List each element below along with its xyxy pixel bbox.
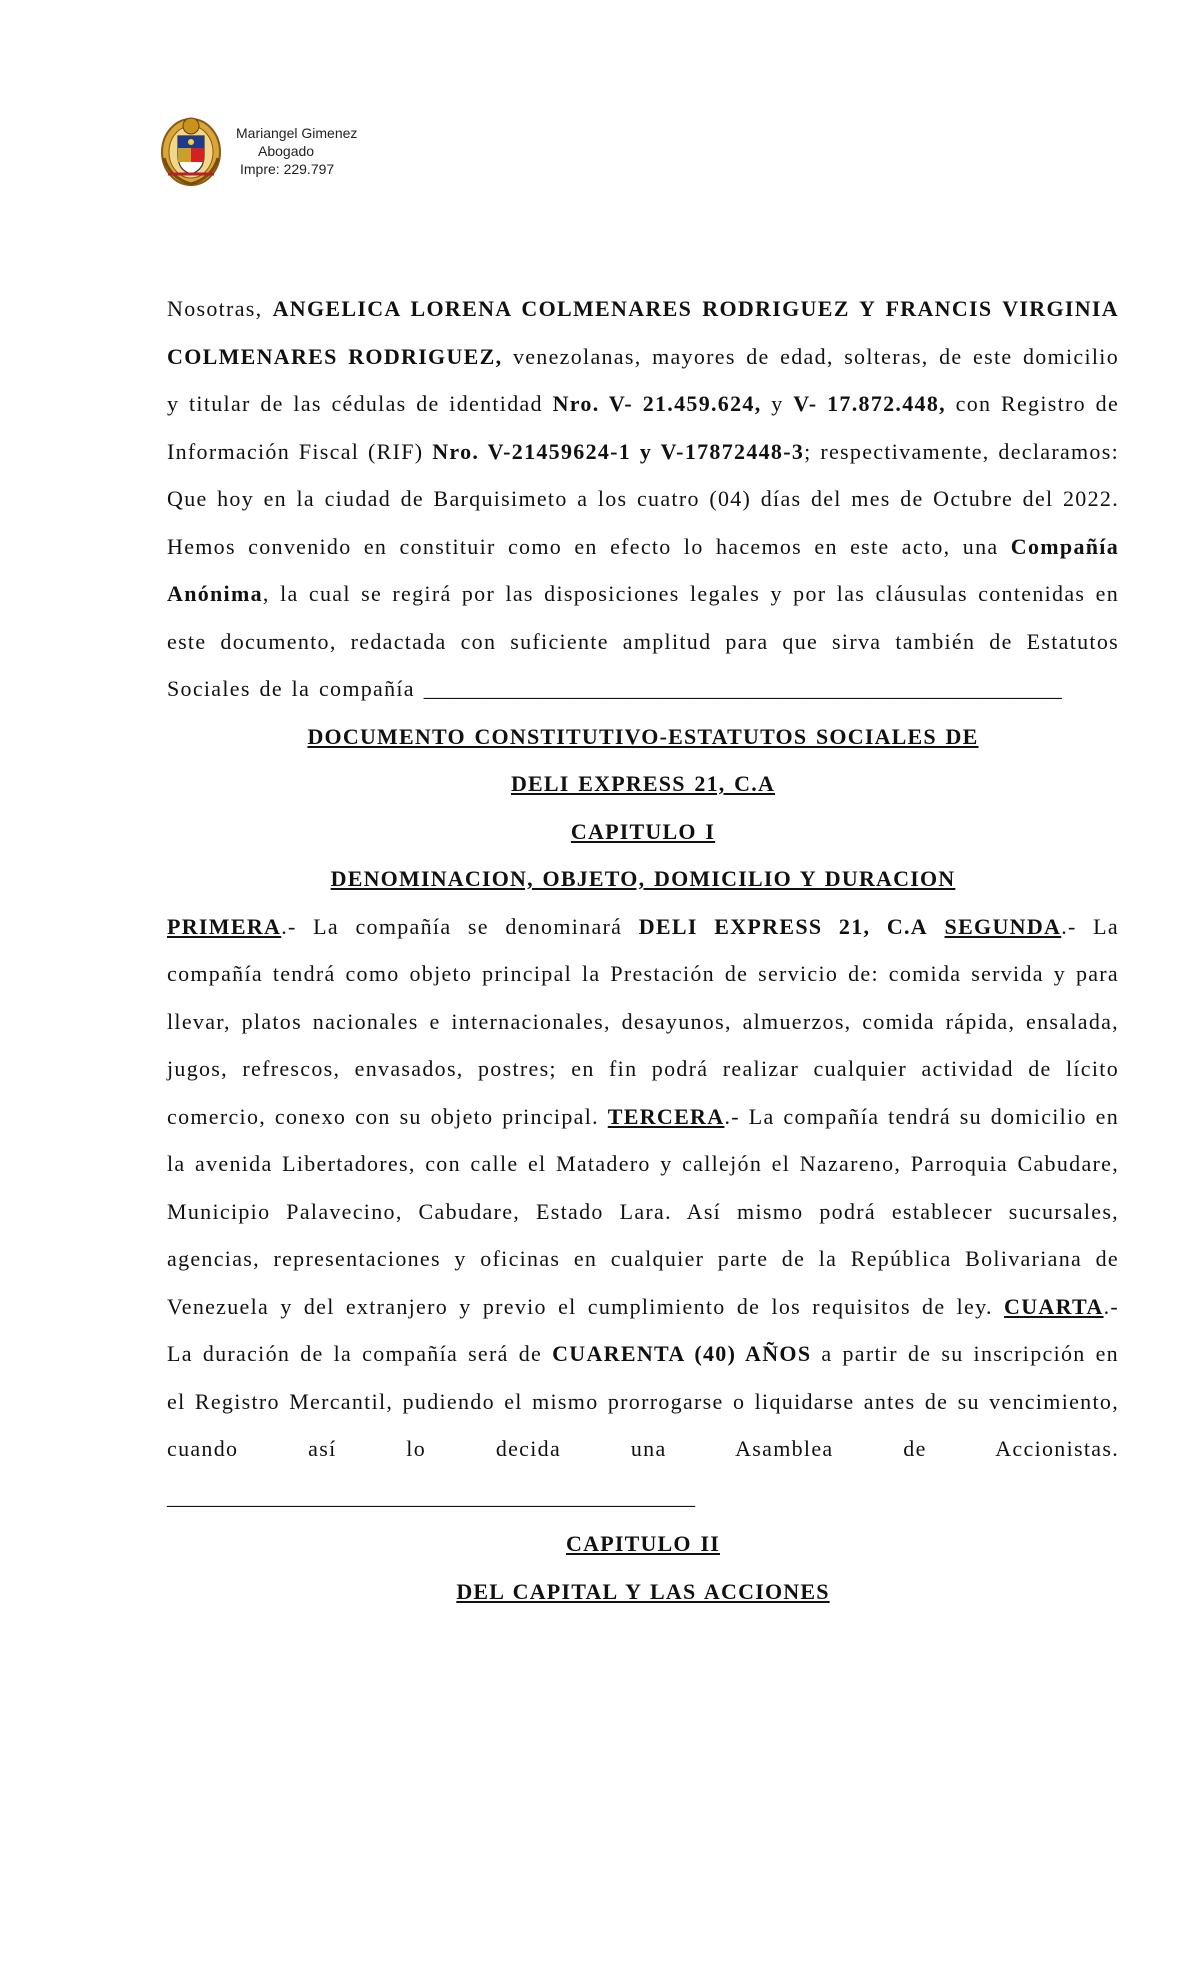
intro-text: y (761, 391, 794, 416)
fill-line: __________________________________________________________ (423, 676, 1062, 701)
founders-names: ANGELICA LORENA COLMENARES RODRIGUEZ Y FRANCIS VIRGINIA COLMENARES RODRIGUEZ, (167, 296, 1119, 369)
document-title-line-1: DOCUMENTO CONSTITUTIVO-ESTATUTOS SOCIALES DE (307, 723, 979, 749)
clause-text-cuarta: a partir de su inscripción en el Registro Mercantil, pudiendo el mismo prorrogarse o liquidarse antes de su vencimiento, cuando así lo decida una Asamblea de Accionistas. (167, 1341, 1119, 1461)
company-name: DELI EXPRESS 21, C.A (638, 913, 928, 939)
id-number-2: V- 17.872.448, (793, 391, 946, 416)
chapter-2-heading: CAPITULO II (566, 1531, 720, 1556)
chapter-1-clauses (167, 903, 1119, 1521)
intro-text: ; respectivamente, declaramos: Que hoy en la ciudad de Barquisimeto a los cuatro (04) días del mes de Octubre del 2022. Hemos convenido en constituir como en efecto lo hacemos en este acto, una (167, 438, 1119, 559)
clause-text-tercera: La compañía tendrá su domicilio en la avenida Libertadores, con calle el Matadero y callejón el Nazareno, Parroquia Cabudare, Municipio Palavecino, Cabudare, Estado Lara. Así mismo podrá establecer sucursales, agencias, representaciones y oficinas en cualquier parte de la República Bolivariana de Venezuela y del extranjero y previo el cumplimiento de los requisitos de ley. (167, 1103, 1120, 1319)
document-body (167, 285, 1119, 1615)
clause-label-cuarta: CUARTA (1004, 1293, 1104, 1319)
company-type: Compañía Anónima (167, 533, 1119, 606)
lawyer-title: Abogado (258, 143, 315, 159)
clause-separator: .- (1061, 913, 1094, 939)
coat-of-arms-seal-icon (160, 112, 222, 188)
fill-line: ________________________________________________ (167, 1483, 695, 1509)
intro-text: venezolanas, mayores de edad, solteras, de este domicilio y titular de las cédulas de identidad (167, 343, 1119, 416)
chapter-1-heading: CAPITULO I (570, 818, 716, 844)
letterhead-text (236, 124, 357, 178)
clause-separator: .- (281, 913, 314, 939)
intro-paragraph (167, 285, 1119, 713)
intro-text: con Registro de Información Fiscal (RIF) (167, 391, 1120, 464)
lawyer-name: Mariangel Gimenez (236, 125, 358, 141)
clause-label-primera: PRIMERA (167, 913, 282, 939)
company-duration: CUARENTA (40) AÑOS (552, 1341, 812, 1366)
chapter-2-subtitle: DEL CAPITAL Y LAS ACCIONES (456, 1578, 830, 1604)
intro-text: Nosotras, (167, 296, 273, 321)
clause-label-tercera: TERCERA (607, 1103, 725, 1129)
clause-text-cuarta: La duración de la compañía será de (167, 1341, 553, 1366)
intro-text: , la cual se regirá por las disposiciones legales y por las cláusulas contenidas en este documento, redactada con suficiente amplitud para que sirva también de Estatutos Sociales de la compañía (167, 581, 1119, 701)
clause-text-segunda: La compañía tendrá como objeto principal la Prestación de servicio de: comida servida y para llevar, platos nacionales e internacionales, desayunos, almuerzos, comida rápida, ensalada, jugos, refrescos, envasados, postres; en fin podrá realizar cualquier actividad de lícito comercio, conexo con su objeto principal. (167, 913, 1119, 1129)
rif-numbers: Nro. V-21459624-1 y V-17872448-3 (432, 438, 805, 464)
clause-text-primera: La compañía se denominará (313, 913, 639, 939)
clause-separator: .- (724, 1103, 749, 1129)
chapter-1-subtitle: DENOMINACION, OBJETO, DOMICILIO Y DURACION (330, 866, 956, 891)
clause-separator: .- (1103, 1293, 1119, 1319)
document-title-line-2: DELI EXPRESS 21, C.A (510, 771, 776, 796)
lawyer-registration: Impre: 229.797 (240, 161, 335, 177)
id-number-1: Nro. V- 21.459.624, (552, 391, 762, 416)
clause-label-segunda: SEGUNDA (944, 913, 1062, 939)
